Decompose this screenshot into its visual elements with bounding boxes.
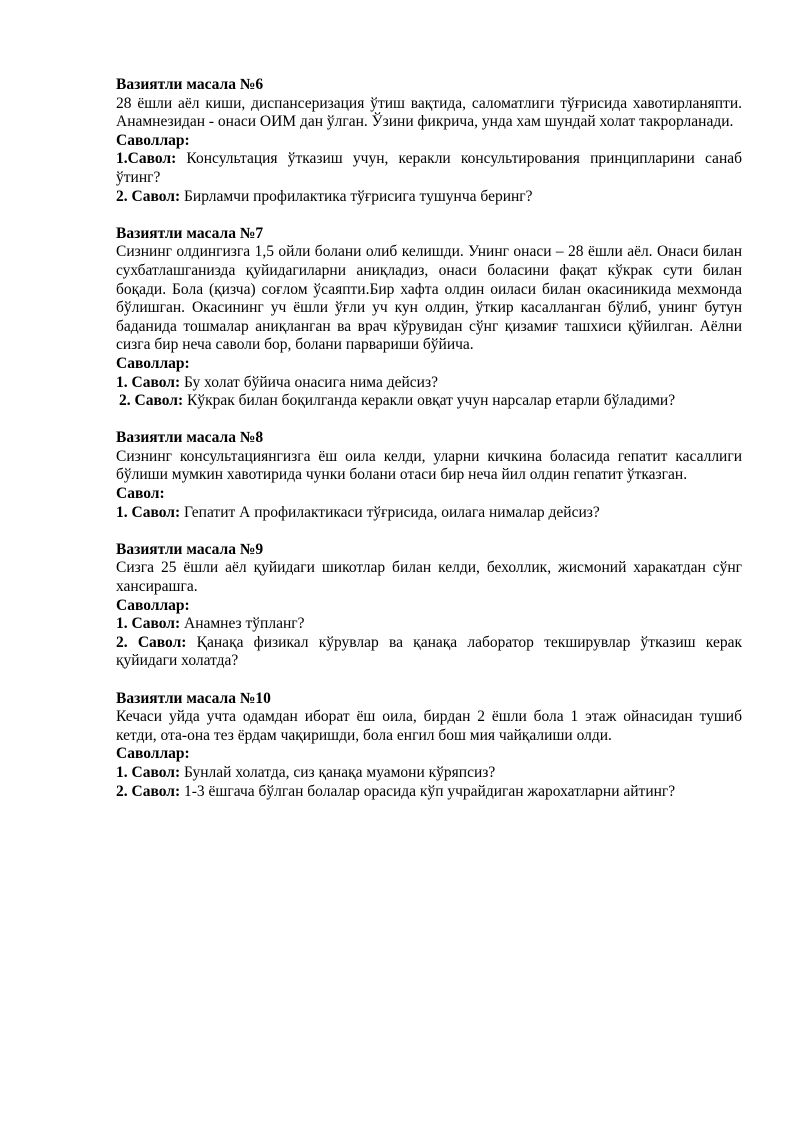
question-text: Анамнез тўпланг? bbox=[184, 615, 305, 633]
questions-heading: Саволлар: bbox=[116, 354, 190, 372]
case-8 bbox=[116, 429, 742, 522]
question-label: 1. Савол: bbox=[116, 373, 181, 391]
question-label: 2. Савол: bbox=[116, 782, 181, 800]
questions-heading: Саволлар: bbox=[116, 596, 190, 614]
case-text: Сизга 25 ёшли аёл қуйидаги шикотлар билан келди, бехоллик, жисмоний харакатдан сўнг хансирашга. bbox=[116, 559, 742, 596]
question-item bbox=[116, 783, 742, 802]
question-item bbox=[116, 150, 742, 187]
question-label: 1. Савол: bbox=[116, 615, 181, 633]
case-9 bbox=[116, 541, 742, 671]
question-item bbox=[116, 504, 742, 523]
case-text: Сизнинг консультациянгизга ёш оила келди, уларни кичкина боласида гепатит касаллиги бўлиши мумкин хавотирида чунки болани отаси бир неча йил олдин гепатит ўтказган. bbox=[116, 447, 742, 484]
question-text: 1-3 ёшгача бўлган болалар орасида кўп учрайдиган жарохатларни айтинг? bbox=[184, 782, 676, 800]
question-text: Гепатит А профилактикаси тўғрисида, оилага нималар дейсиз? bbox=[184, 503, 600, 521]
case-title: Вазиятли масала №10 bbox=[116, 689, 271, 707]
case-7 bbox=[116, 225, 742, 411]
question-label: 2. Савол: bbox=[116, 633, 187, 651]
case-text: Сизнинг олдингизга 1,5 ойли болани олиб келишди. Унинг онаси – 28 ёшли аёл. Онаси билан сухбатлашганизда қуйидагиларни аниқладиз, онаси боласини фақат кўкрак сути билан боқади. Бола (қизча) соғлом ўсаяпти.Бир хафта олдин оиласи билан окасиникида мехмонда бўлишган. Окасининг уч ёшли ўғли уч кун олдин, ўткир касалланган бўлиб, унинг бутун баданида тошмалар аниқланган ва врач кўрувидан сўнг қизамиғ ташхиси қўйилган. Аёлни сизга бир неча саволи бор, болани парвариши бўйича. bbox=[116, 243, 742, 354]
case-title: Вазиятли масала №6 bbox=[116, 76, 264, 93]
question-item bbox=[116, 634, 742, 671]
question-item bbox=[116, 188, 742, 207]
case-title: Вазиятли масала №9 bbox=[116, 540, 264, 558]
case-10 bbox=[116, 690, 742, 802]
case-title: Вазиятли масала №7 bbox=[116, 224, 264, 242]
question-label: 2. Савол: bbox=[119, 392, 184, 410]
document-page bbox=[116, 76, 742, 820]
question-text: Бирламчи профилактика тўғрисига тушунча беринг? bbox=[184, 187, 533, 205]
question-text: Бу холат бўйича онасига нима дейсиз? bbox=[184, 373, 438, 391]
questions-heading: Саволлар: bbox=[116, 745, 190, 763]
question-label: 1. Савол: bbox=[116, 763, 181, 781]
case-text: 28 ёшли аёл киши, диспансеризация ўтиш вақтида, саломатлиги тўғрисида хавотирланяпти. Анамнезидан - онаси ОИМ дан ўлган. Ўзини фикрича, унда хам шундай холат такрорланади. bbox=[116, 94, 742, 131]
question-text: Кўкрак билан боқилганда керакли овқат учун нарсалар етарли бўладими? bbox=[187, 392, 676, 410]
question-item bbox=[116, 392, 742, 411]
questions-heading: Саволлар: bbox=[116, 131, 190, 149]
question-label: 2. Савол: bbox=[116, 187, 181, 205]
question-text: Қанақа физикал кўрувлар ва қанақа лаборатор текширувлар ўтказиш керак қуйидаги холатда? bbox=[116, 633, 742, 670]
question-text: Бунлай холатда, сиз қанақа муамони кўряпсиз? bbox=[184, 763, 496, 781]
case-6 bbox=[116, 76, 742, 206]
questions-heading: Савол: bbox=[116, 485, 165, 503]
question-item bbox=[116, 374, 742, 393]
case-text: Кечаси уйда учта одамдан иборат ёш оила, бирдан 2 ёшли бола 1 этаж ойнасидан тушиб кетди, ота-она тез ёрдам чақиришди, бола енгил бош мия чайқалиши олди. bbox=[116, 708, 742, 744]
question-label: 1. Савол: bbox=[116, 503, 181, 521]
question-item bbox=[116, 615, 742, 634]
case-title: Вазиятли масала №8 bbox=[116, 429, 264, 447]
question-label: 1.Савол: bbox=[116, 150, 177, 168]
question-item bbox=[116, 764, 742, 783]
question-text: Консультация ўтказиш учун, керакли консультирования принципларини санаб ўтинг? bbox=[116, 150, 742, 186]
